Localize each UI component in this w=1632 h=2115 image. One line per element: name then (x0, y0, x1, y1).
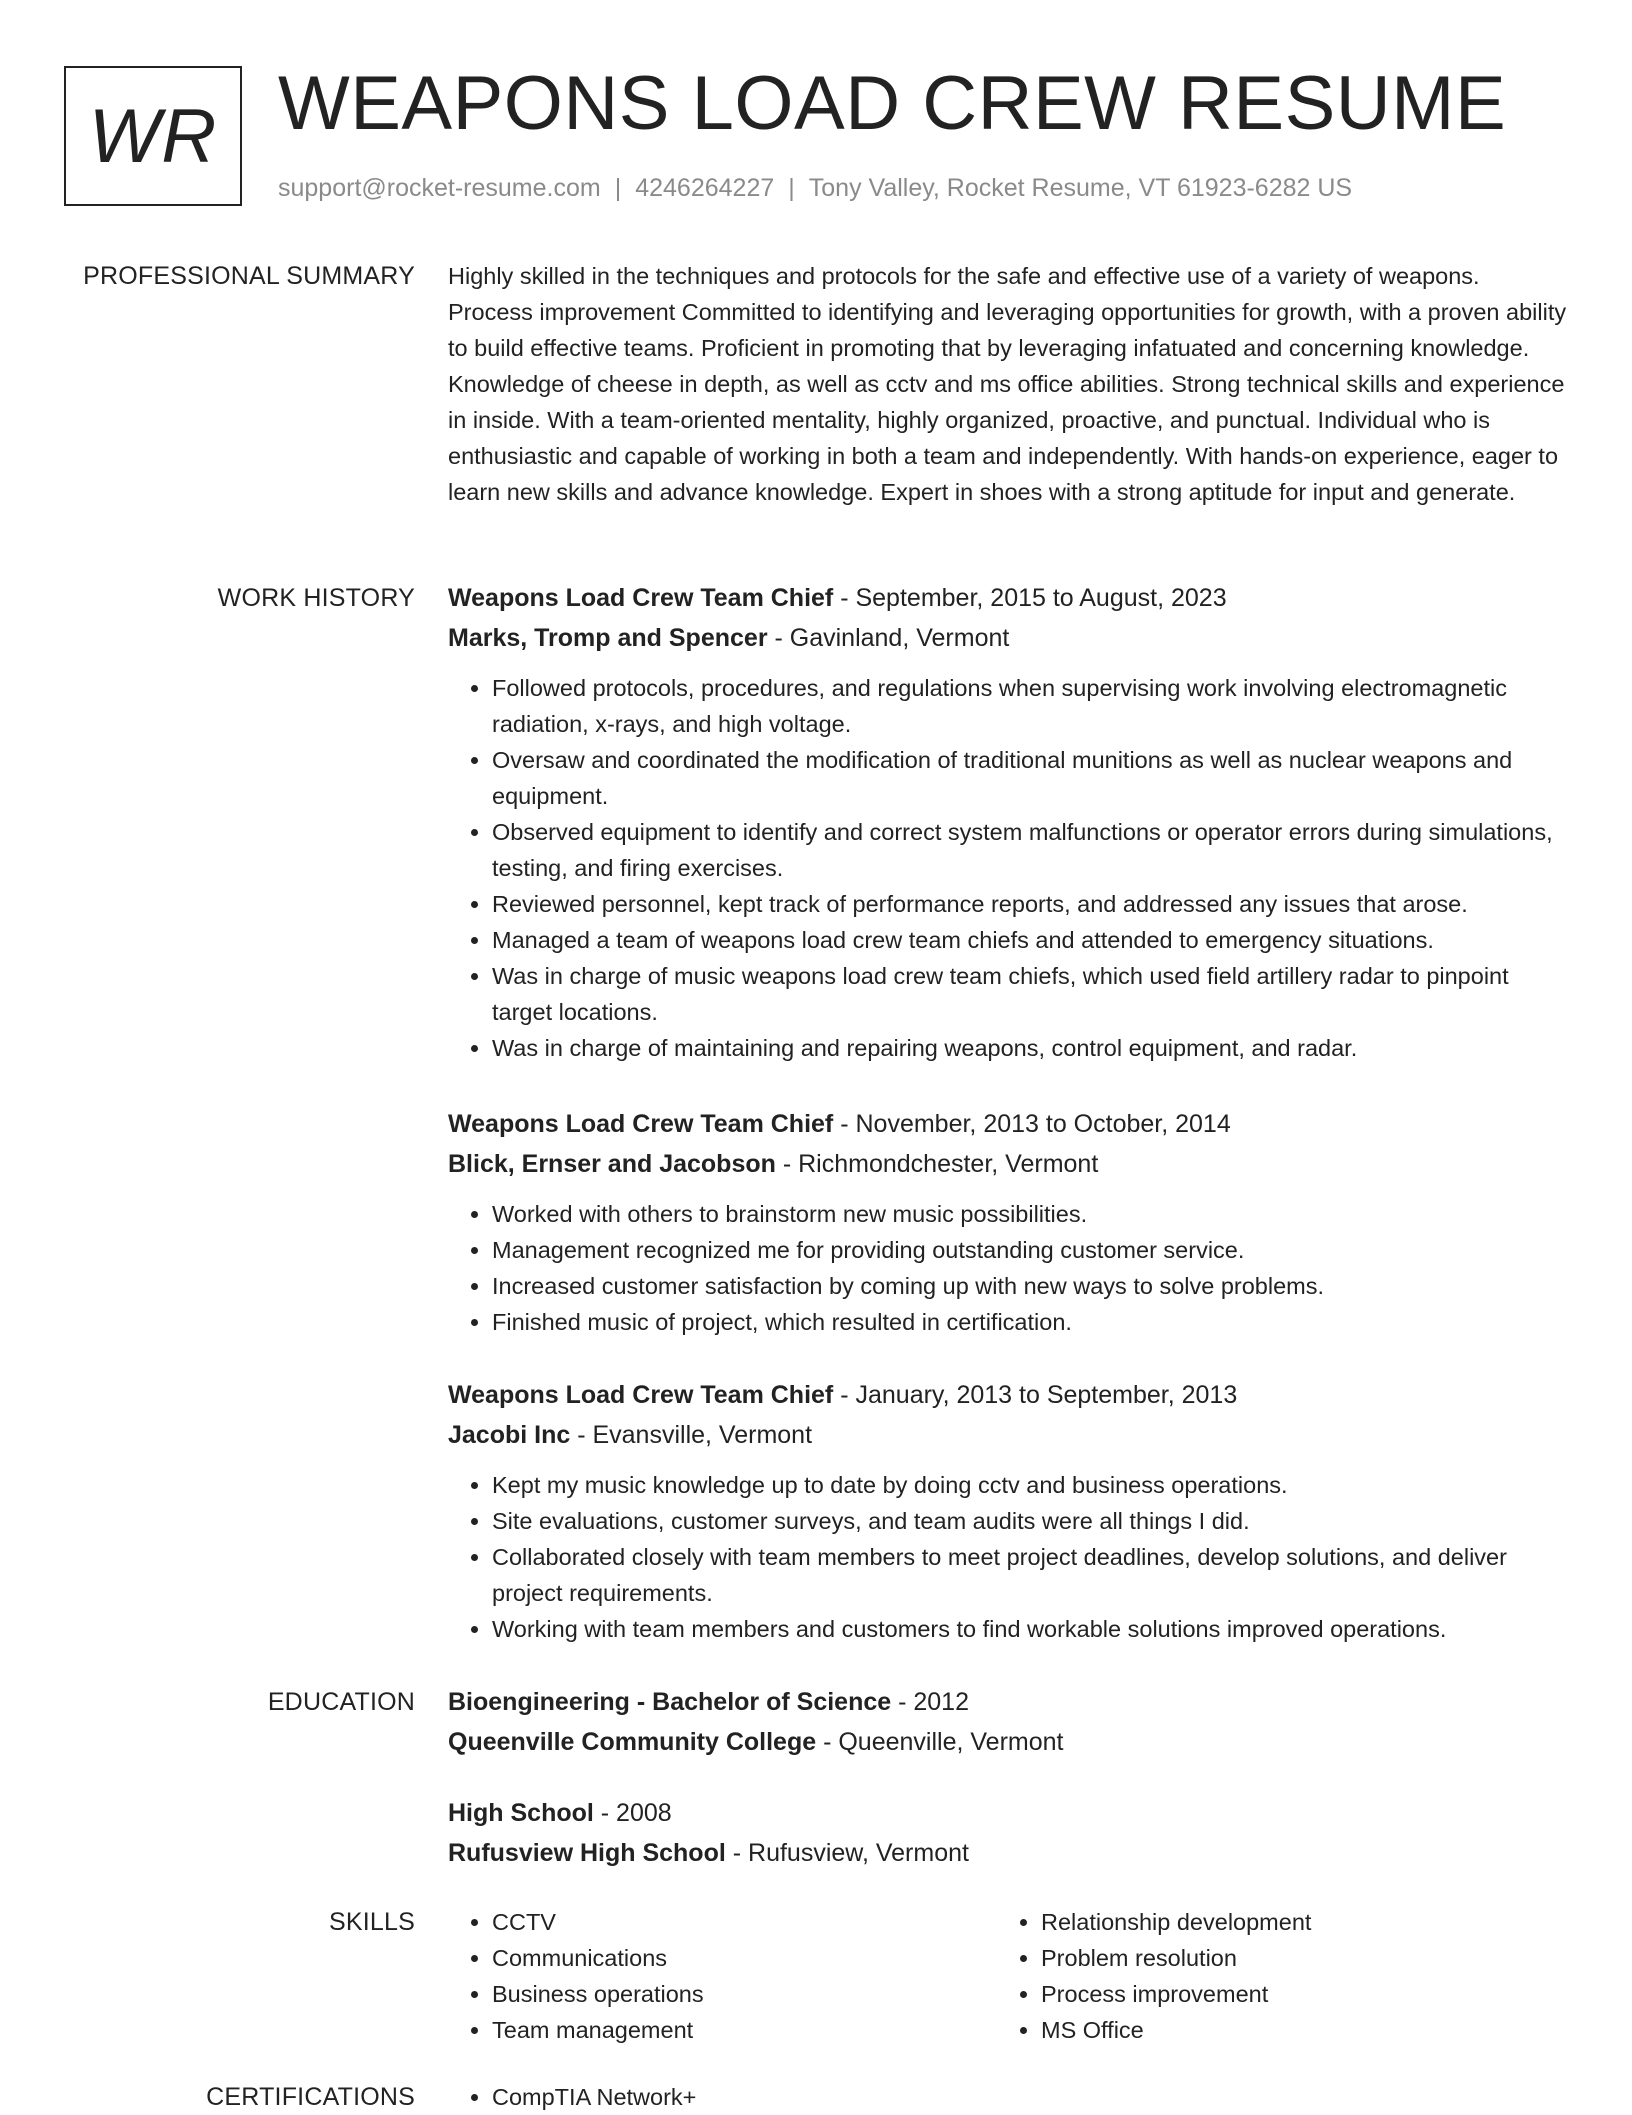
contact-phone[interactable]: 4246264227 (635, 174, 775, 202)
list-item: • Increased customer satisfaction by coming up with new ways to solve problems. (492, 1268, 1570, 1304)
job-entry (448, 1104, 1570, 1340)
education-entry (448, 1682, 1570, 1762)
school-location: - Rufusview, Vermont (725, 1839, 969, 1867)
job-bullets (448, 670, 1570, 1066)
job-company: Marks, Tromp and Spencer (448, 624, 768, 652)
skills-body (448, 1904, 1570, 2048)
job-title: Weapons Load Crew Team Chief (448, 1110, 834, 1138)
school-line (448, 1722, 1570, 1762)
summary-text: Highly skilled in the techniques and protocols for the safe and effective use of a variety of weapons. Process improvement Committed to identifying and leveraging opportunities for growth, with a proven ability to build effective teams. Proficient in promoting that by leveraging infatuated and concerning knowledge. Knowledge of cheese in depth, as well as cctv and ms office abilities. Strong technical skills and experience in inside. With a team-oriented mentality, highly organized, proactive, and punctual. Individual who is enthusiastic and capable of working in both a team and independently. With hands-on experience, eager to learn new skills and advance knowledge. Expert in shoes with a strong aptitude for input and generate. (448, 263, 1567, 505)
job-title: Weapons Load Crew Team Chief (448, 1381, 834, 1409)
resume-header (64, 61, 1564, 216)
degree-year: - 2012 (891, 1688, 969, 1716)
certifications-body (448, 2079, 1570, 2115)
skill-item: • Business operations (492, 1976, 997, 2012)
summary-heading: PROFESSIONAL SUMMARY (83, 262, 415, 290)
job-bullets (448, 1467, 1570, 1647)
job-company-line (448, 1144, 1570, 1184)
certifications-grid (448, 2079, 1570, 2115)
job-title: Weapons Load Crew Team Chief (448, 584, 834, 612)
job-dates: - November, 2013 to October, 2014 (833, 1110, 1231, 1138)
job-entry (448, 1375, 1570, 1647)
work-history-heading: WORK HISTORY (217, 584, 415, 612)
skills-grid (448, 1904, 1570, 2048)
certifications-list (448, 2079, 997, 2115)
list-item: • Was in charge of music weapons load crew team chiefs, which used field artillery radar to pinpoint target locations. (492, 958, 1570, 1030)
job-location: - Gavinland, Vermont (767, 624, 1010, 652)
contact-line (278, 174, 1352, 203)
list-item: • Reviewed personnel, kept track of performance reports, and addressed any issues that arose. (492, 886, 1570, 922)
resume-title: WEAPONS LOAD CREW RESUME (278, 61, 1507, 146)
list-item: • Site evaluations, customer surveys, and team audits were all things I did. (492, 1503, 1570, 1539)
degree-name: Bioengineering - Bachelor of Science (448, 1688, 892, 1716)
school-name: Queenville Community College (448, 1728, 817, 1756)
contact-address: Tony Valley, Rocket Resume, VT 61923-6282 US (808, 174, 1353, 202)
contact-email[interactable]: support@rocket-resume.com (278, 174, 601, 202)
list-item: • Collaborated closely with team members to meet project deadlines, develop solutions, and deliver project requirements. (492, 1539, 1570, 1611)
skill-item: • CCTV (492, 1904, 997, 1940)
list-item: • Observed equipment to identify and correct system malfunctions or operator errors during simulations, testing, and firing exercises. (492, 814, 1570, 886)
degree-name: High School (448, 1799, 594, 1827)
job-title-line (448, 1104, 1570, 1144)
school-name: Rufusview High School (448, 1839, 726, 1867)
job-bullets (448, 1196, 1570, 1340)
school-line (448, 1833, 1570, 1873)
list-item: • Followed protocols, procedures, and regulations when supervising work involving electromagnetic radiation, x-rays, and high voltage. (492, 670, 1570, 742)
list-item: • Oversaw and coordinated the modification of traditional munitions as well as nuclear weapons and equipment. (492, 742, 1570, 814)
school-location: - Queenville, Vermont (816, 1728, 1064, 1756)
education-entry (448, 1793, 1570, 1873)
job-dates: - January, 2013 to September, 2013 (833, 1381, 1238, 1409)
list-item: • Was in charge of maintaining and repairing weapons, control equipment, and radar. (492, 1030, 1570, 1066)
job-company-line (448, 1415, 1570, 1455)
list-item: • Managed a team of weapons load crew team chiefs and attended to emergency situations. (492, 922, 1570, 958)
job-company-line (448, 618, 1570, 658)
skills-list-left (448, 1904, 997, 2048)
list-item: • Finished music of project, which resulted in certification. (492, 1304, 1570, 1340)
contact-separator: | (614, 174, 622, 202)
contact-separator: | (788, 174, 795, 202)
degree-line (448, 1793, 1570, 1833)
job-location: - Evansville, Vermont (570, 1421, 813, 1449)
list-item: • Kept my music knowledge up to date by doing cctv and business operations. (492, 1467, 1570, 1503)
list-item: • Working with team members and customers to find workable solutions improved operations. (492, 1611, 1570, 1647)
monogram-badge: WR (64, 66, 242, 206)
skills-list-right (997, 1904, 1546, 2048)
job-title-line (448, 1375, 1570, 1415)
skills-heading: SKILLS (329, 1908, 415, 1936)
list-item: • Management recognized me for providing outstanding customer service. (492, 1232, 1570, 1268)
skill-item: • Problem resolution (1041, 1940, 1546, 1976)
list-item: • Worked with others to brainstorm new music possibilities. (492, 1196, 1570, 1232)
job-company: Jacobi Inc (448, 1421, 571, 1449)
skill-item: • Relationship development (1041, 1904, 1546, 1940)
skill-item: • MS Office (1041, 2012, 1546, 2048)
education-heading: EDUCATION (267, 1688, 415, 1716)
job-dates: - September, 2015 to August, 2023 (833, 584, 1227, 612)
certifications-heading: CERTIFICATIONS (206, 2083, 415, 2111)
skill-item: • Process improvement (1041, 1976, 1546, 2012)
degree-line (448, 1682, 1570, 1722)
certification-item: • CompTIA Network+ (492, 2079, 997, 2115)
job-location: - Richmondchester, Vermont (775, 1150, 1099, 1178)
skill-item: • Team management (492, 2012, 997, 2048)
job-title-line (448, 578, 1570, 618)
summary-body (448, 258, 1570, 510)
degree-year: - 2008 (593, 1799, 672, 1827)
job-entry (448, 578, 1570, 1066)
skill-item: • Communications (492, 1940, 997, 1976)
job-company: Blick, Ernser and Jacobson (448, 1150, 776, 1178)
